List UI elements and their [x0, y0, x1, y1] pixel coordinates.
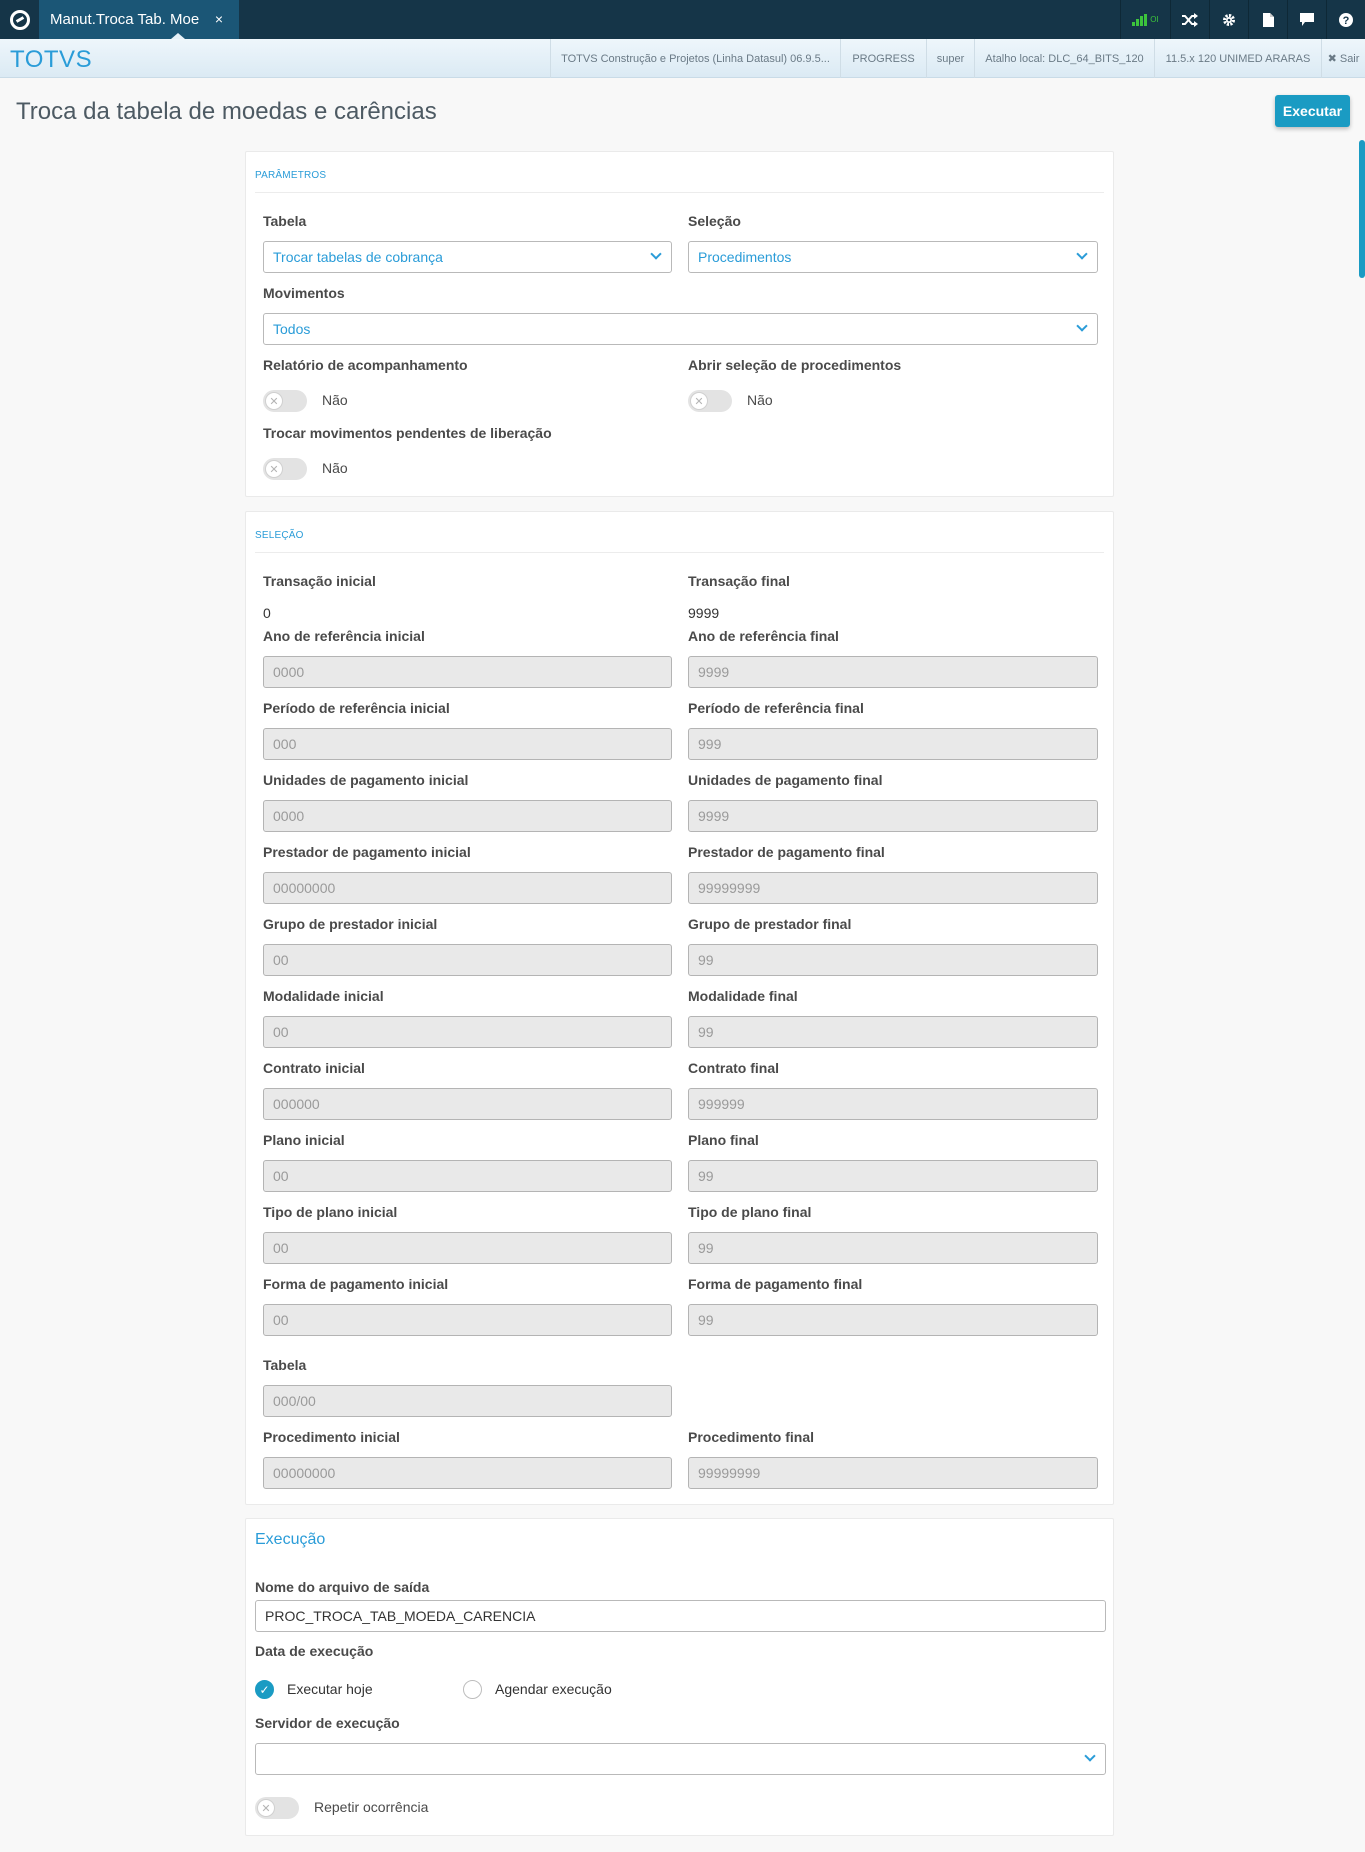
chat-icon	[1300, 13, 1314, 26]
chevron-down-icon	[1076, 248, 1087, 259]
agendar-execucao-label[interactable]: Agendar execução	[495, 1681, 612, 1697]
tabela-select[interactable]	[263, 241, 672, 273]
settings-button[interactable]	[1209, 0, 1248, 39]
selecao-select[interactable]	[688, 241, 1098, 273]
tabela-label: Tabela	[263, 213, 307, 229]
range-end-input[interactable]: 999999	[688, 1088, 1098, 1120]
range-end-label: Prestador de pagamento final	[688, 844, 885, 860]
scrollbar-thumb[interactable]	[1359, 140, 1365, 278]
info-product: TOTVS Construção e Projetos (Linha Datasul) 06.9.5...	[550, 39, 840, 78]
range-end-input[interactable]: 99999999	[688, 872, 1098, 904]
range-start-input[interactable]: 0000	[263, 656, 672, 688]
range-end-label: Ano de referência final	[688, 628, 839, 644]
close-icon: ✕	[265, 460, 283, 478]
info-bar	[0, 39, 1365, 78]
relatorio-switch[interactable]	[263, 390, 307, 412]
transacao-final-label: Transação final	[688, 573, 790, 589]
info-shortcut: Atalho local: DLC_64_BITS_120	[974, 39, 1154, 78]
parametros-divider	[255, 192, 1104, 193]
movimentos-select-value: Todos	[273, 321, 311, 337]
range-end-input[interactable]: 9999	[688, 656, 1098, 688]
close-icon: ✕	[265, 392, 283, 410]
range-end-label: Unidades de pagamento final	[688, 772, 883, 788]
repetir-ocorrencia-switch[interactable]	[255, 1797, 299, 1819]
range-start-label: Modalidade inicial	[263, 988, 384, 1004]
range-start-label: Grupo de prestador inicial	[263, 916, 438, 932]
abrir-selecao-switch[interactable]	[688, 390, 732, 412]
agendar-execucao-radio[interactable]	[463, 1680, 482, 1699]
tabela-selecao-input[interactable]: 000/00	[263, 1385, 672, 1417]
range-start-input[interactable]: 00	[263, 1304, 672, 1336]
shuffle-icon	[1182, 13, 1198, 27]
close-icon: ✕	[257, 1799, 275, 1817]
brand-logo: TOTVS	[10, 46, 93, 73]
range-end-input[interactable]: 99	[688, 1016, 1098, 1048]
signal-text: OI	[1150, 15, 1159, 24]
range-end-label: Forma de pagamento final	[688, 1276, 863, 1292]
arquivo-saida-input[interactable]: PROC_TROCA_TAB_MOEDA_CARENCIA	[255, 1600, 1106, 1632]
tab-label: Manut.Troca Tab. Moe	[50, 11, 200, 28]
signal-indicator[interactable]	[1120, 0, 1170, 39]
executar-hoje-label[interactable]: Executar hoje	[287, 1681, 373, 1697]
range-end-input[interactable]: 99	[688, 1160, 1098, 1192]
logout-button[interactable]: ✖ Sair	[1321, 39, 1365, 78]
shuffle-button[interactable]	[1170, 0, 1209, 39]
tabela-selecao-label: Tabela	[263, 1357, 307, 1373]
parametros-title: PARÂMETROS	[255, 170, 327, 181]
procedimento-inicial-label: Procedimento inicial	[263, 1429, 400, 1445]
relatorio-label: Relatório de acompanhamento	[263, 357, 468, 373]
range-end-input[interactable]: 99	[688, 944, 1098, 976]
trocar-pendentes-label: Trocar movimentos pendentes de liberação	[263, 425, 552, 441]
servidor-execucao-label: Servidor de execução	[255, 1715, 400, 1731]
range-end-label: Grupo de prestador final	[688, 916, 852, 932]
info-database: PROGRESS	[840, 39, 926, 78]
servidor-execucao-select[interactable]	[255, 1743, 1106, 1775]
chevron-down-icon	[1076, 320, 1087, 331]
transacao-inicial-label: Transação inicial	[263, 573, 376, 589]
range-start-input[interactable]: 00	[263, 1160, 672, 1192]
execucao-title: Execução	[255, 1531, 326, 1548]
top-bar	[0, 0, 1365, 39]
range-start-input[interactable]: 00	[263, 1232, 672, 1264]
range-start-label: Contrato inicial	[263, 1060, 365, 1076]
tab-close-icon[interactable]: ×	[214, 11, 223, 27]
range-start-input[interactable]: 000000	[263, 1088, 672, 1120]
signal-icon	[1132, 14, 1147, 26]
app-menu-button[interactable]	[0, 0, 39, 39]
range-end-input[interactable]: 99	[688, 1304, 1098, 1336]
range-start-label: Unidades de pagamento inicial	[263, 772, 469, 788]
gear-icon	[1222, 13, 1236, 27]
range-end-label: Plano final	[688, 1132, 759, 1148]
range-start-label: Plano inicial	[263, 1132, 345, 1148]
movimentos-label: Movimentos	[263, 285, 345, 301]
totvs-logo-icon	[10, 10, 30, 30]
range-start-input[interactable]: 0000	[263, 800, 672, 832]
parametros-card	[245, 151, 1114, 497]
chevron-down-icon	[1084, 1750, 1095, 1761]
help-icon	[1339, 13, 1353, 27]
info-company: 11.5.x 120 UNIMED ARARAS	[1154, 39, 1321, 78]
range-start-label: Período de referência inicial	[263, 700, 450, 716]
procedimento-final-input[interactable]: 99999999	[688, 1457, 1098, 1489]
info-items	[550, 39, 1365, 78]
range-start-label: Forma de pagamento inicial	[263, 1276, 449, 1292]
selecao-title: SELEÇÃO	[255, 530, 304, 541]
trocar-pendentes-switch-label: Não	[322, 460, 348, 476]
document-icon	[1263, 13, 1274, 27]
tab-manut-troca[interactable]	[39, 0, 239, 39]
tabela-select-value: Trocar tabelas de cobrança	[273, 249, 443, 265]
range-end-label: Período de referência final	[688, 700, 864, 716]
abrir-selecao-label: Abrir seleção de procedimentos	[688, 357, 902, 373]
selecao-select-value: Procedimentos	[698, 249, 792, 265]
range-end-label: Tipo de plano final	[688, 1204, 812, 1220]
procedimento-inicial-input[interactable]: 00000000	[263, 1457, 672, 1489]
range-end-label: Contrato final	[688, 1060, 779, 1076]
range-start-label: Tipo de plano inicial	[263, 1204, 398, 1220]
svg-text:?: ?	[1342, 14, 1350, 27]
selecao-card	[245, 511, 1114, 1505]
transacao-final-value: 9999	[688, 605, 720, 621]
chat-button[interactable]	[1287, 0, 1326, 39]
close-icon: ✕	[690, 392, 708, 410]
repetir-ocorrencia-label: Repetir ocorrência	[314, 1799, 429, 1815]
help-button[interactable]	[1326, 0, 1365, 39]
range-start-input[interactable]: 00000000	[263, 872, 672, 904]
range-start-label: Ano de referência inicial	[263, 628, 425, 644]
range-start-label: Prestador de pagamento inicial	[263, 844, 471, 860]
top-icons	[1120, 0, 1365, 39]
range-end-input[interactable]: 99	[688, 1232, 1098, 1264]
execucao-card	[245, 1518, 1114, 1836]
range-start-input[interactable]: 00	[263, 1016, 672, 1048]
trocar-pendentes-switch[interactable]	[263, 458, 307, 480]
range-end-input[interactable]: 9999	[688, 800, 1098, 832]
document-button[interactable]	[1248, 0, 1287, 39]
range-start-input[interactable]: 000	[263, 728, 672, 760]
execute-button[interactable]: Executar	[1275, 95, 1350, 127]
procedimento-final-label: Procedimento final	[688, 1429, 815, 1445]
movimentos-select[interactable]	[263, 313, 1098, 345]
check-icon: ✓	[259, 1682, 270, 1697]
relatorio-switch-label: Não	[322, 392, 348, 408]
range-end-label: Modalidade final	[688, 988, 798, 1004]
arquivo-saida-label: Nome do arquivo de saída	[255, 1579, 430, 1595]
selecao-label: Seleção	[688, 213, 741, 229]
executar-hoje-radio[interactable]	[255, 1680, 274, 1699]
abrir-selecao-switch-label: Não	[747, 392, 773, 408]
range-start-input[interactable]: 00	[263, 944, 672, 976]
page-title: Troca da tabela de moedas e carências	[16, 98, 437, 125]
transacao-inicial-value: 0	[263, 605, 271, 621]
selecao-divider	[255, 552, 1104, 553]
range-end-input[interactable]: 999	[688, 728, 1098, 760]
chevron-down-icon	[650, 248, 661, 259]
data-execucao-label: Data de execução	[255, 1643, 374, 1659]
info-user: super	[926, 39, 974, 78]
